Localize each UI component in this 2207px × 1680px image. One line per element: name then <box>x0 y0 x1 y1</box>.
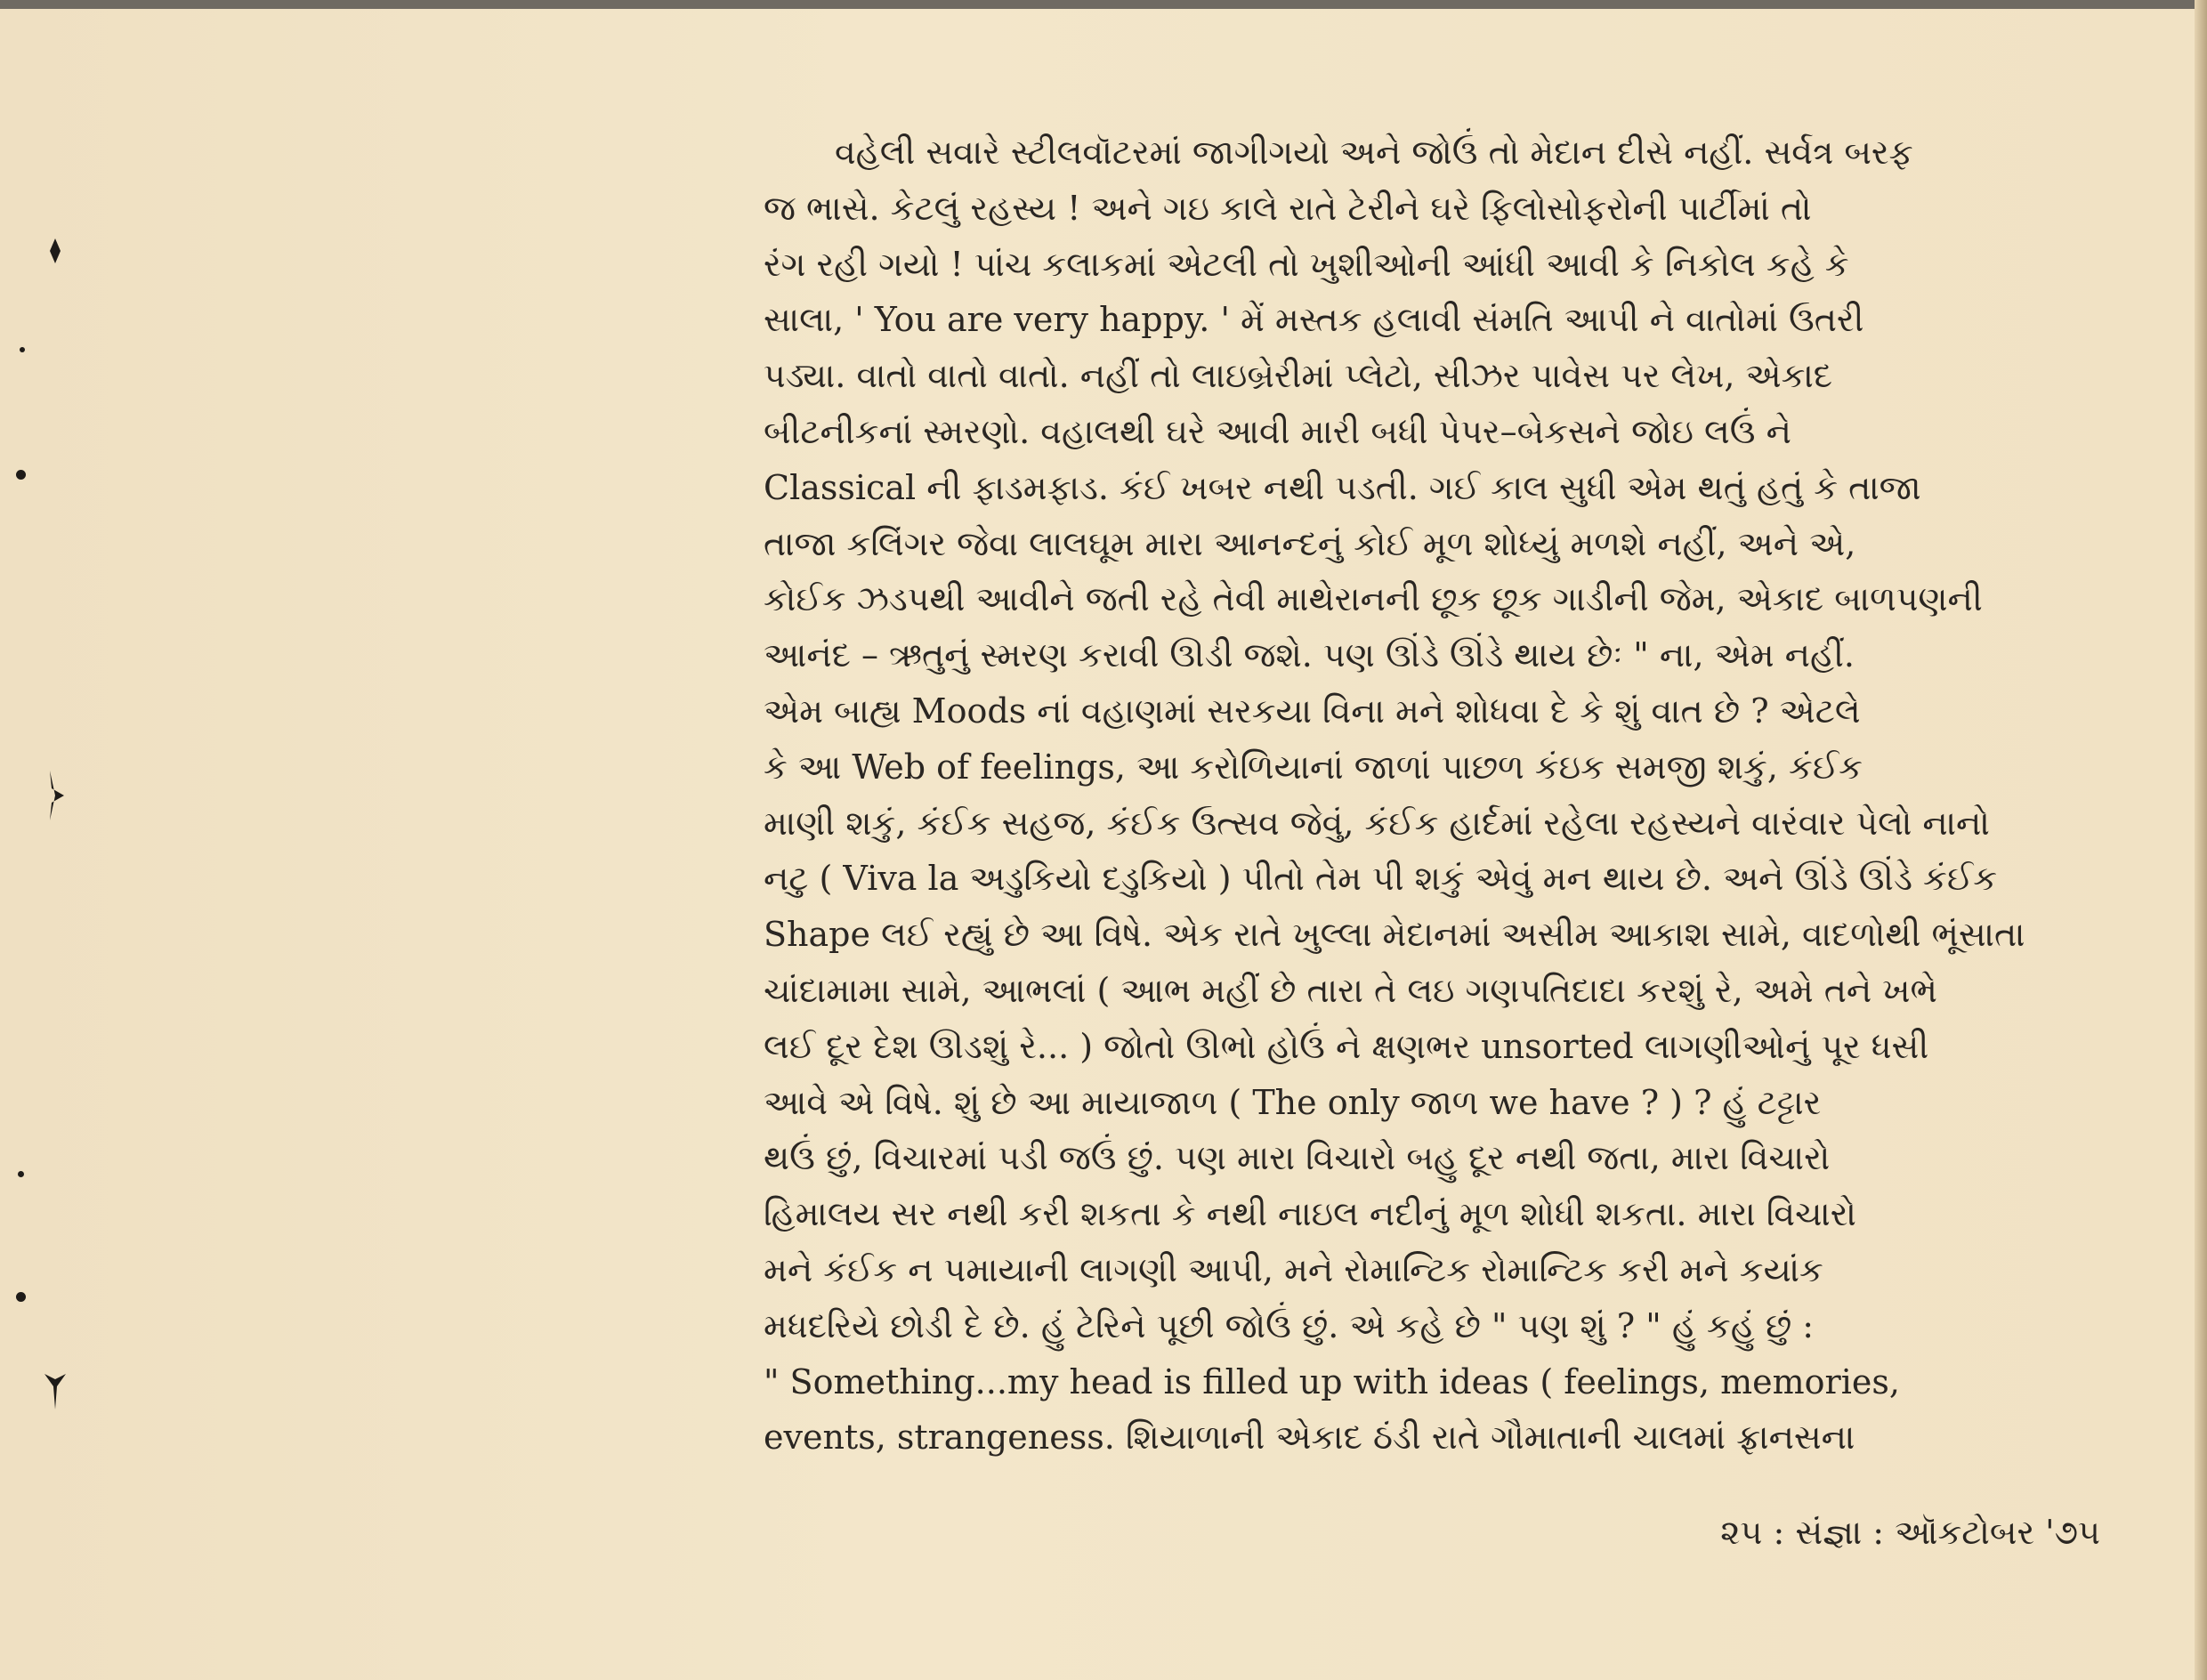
text-line: એમ બાહ્ય Moods નાં વહાણમાં સરકયા વિના મને શોધવા દે કે શું વાત છે ? એટલે <box>764 691 1861 731</box>
text-line: Classical ની ફાડમફાડ. કંઈ ખબર નથી પડતી. ગઈ કાલ સુધી એમ થતું હતું કે તાજા <box>764 467 1921 507</box>
text-line: લઈ દૂર દેશ ઊડશું રે... ) જોતો ઊભો હોઉં ને ક્ષણભર unsorted લાગણીઓનું પૂર ધસી <box>764 1026 1929 1066</box>
text-line: પડ્યા. વાતો વાતો વાતો. નહીં તો લાઇબ્રેરીમાં પ્લેટો, સીઝર પાવેસ પર લેખ, એકાદ <box>764 356 1833 396</box>
text-line: events, strangeness. શિયાળાની એકાદ ઠંડી રાતે ગૌમાતાની ચાલમાં ફ્રાનસના <box>764 1418 1855 1458</box>
left-margin-dot <box>16 470 26 480</box>
text-line: તાજા કલિંગર જેવા લાલઘૂમ મારા આનન્દનું કોઈ મૂળ શોધ્યું મળશે નહીં, અને એ, <box>764 523 1856 563</box>
text-line: માણી શકું, કંઈક સહજ, કંઈક ઉત્સવ જેવું, કંઈક હાર્દમાં રહેલા રહસ્યને વારંવાર પેલો નાનો <box>764 803 1990 843</box>
text-line: સાલા, ' You are very happy. ' મેં મસ્તક હલાવી સંમતિ આપી ને વાતોમાં ઉતરી <box>764 300 1864 340</box>
page-top-edge <box>0 0 2207 9</box>
text-line: હિમાલય સર નથી કરી શકતા કે નથી નાઇલ નદીનું મૂળ શોધી શકતા. મારા વિચારો <box>764 1194 1856 1234</box>
body-paragraph <box>764 125 2070 1466</box>
text-line: નટુ ( Viva la અડુકિયો દડુકિયો ) પીતો તેમ પી શકું એવું મન થાય છે. અને ઊંડે ઊંડે કંઈક <box>764 859 1998 899</box>
text-line: જ ભાસે. કેટલું રહસ્ય ! અને ગઇ કાલે રાતે ટેરીને ઘરે ફિલોસોફરોની પાર્ટીમાં તો <box>764 188 1812 228</box>
text-line: રંગ રહી ગયો ! પાંચ કલાકમાં એટલી તો ખુશીઓની આંધી આવી કે નિકોલ કહે કે <box>764 244 1849 284</box>
text-line: મને કંઈક ન પમાયાની લાગણી આપી, મને રોમાન્ટિક રોમાન્ટિક કરી મને કયાંક <box>764 1249 1823 1289</box>
left-margin-dot <box>20 347 25 352</box>
text-line: " Something...my head is filled up with ideas ( feelings, memories, <box>764 1361 1900 1401</box>
text-line: થઉં છું, વિચારમાં પડી જઉં છું. પણ મારા વિચારો બહુ દૂર નથી જતા, મારા વિચારો <box>764 1138 1831 1178</box>
left-margin-dot <box>16 1292 26 1302</box>
left-margin-mark <box>46 771 66 820</box>
left-margin-dot <box>18 1171 24 1177</box>
text-line: Shape લઈ રહ્યું છે આ વિષે. એક રાતે ખુલ્લા મેદાનમાં અસીમ આકાશ સામે, વાદળોથી ભૂંસાતા <box>764 915 2025 955</box>
page-footer: ૨૫ : સંજ્ઞા : ઑકટોબર '૭૫ <box>1720 1513 2100 1552</box>
text-line: બીટનીકનાં સ્મરણો. વહાલથી ઘરે આવી મારી બધી પેપર–બેકસને જોઇ લઉં ને <box>764 411 1791 451</box>
text-line: આવે એ વિષે. શું છે આ માયાજાળ ( The only જાળ we have ? ) ? હું ટટ્ટાર <box>764 1082 1822 1122</box>
text-line: ચાંદામામા સામે, આભલાં ( આભ મહીં છે તારા તે લઇ ગણપતિદાદા કરશું રે, અમે તને ખભે <box>764 970 1937 1010</box>
text-line: વહેલી સવારે સ્ટીલવૉટરમાં જાગીગયો અને જોઉં તો મેદાન દીસે નહીં. સર્વત્ર બરફ <box>835 133 1913 172</box>
text-line: આનંદ – ઋતુનું સ્મરણ કરાવી ઊડી જશે. પણ ઊંડે ઊંડે થાય છેઃ " ના, એમ નહીં. <box>764 635 1855 675</box>
text-line: મધદરિયે છોડી દે છે. હું ટેરિને પૂછી જોઉં છું. એ કહે છે " પણ શું ? " હું કહું છું : <box>764 1305 1815 1345</box>
left-margin-mark <box>44 1369 66 1409</box>
left-margin-mark <box>46 238 64 263</box>
text-line: કે આ Web of feelings, આ કરોળિયાનાં જાળાં પાછળ કંઇક સમજી શકું, કંઈક <box>764 747 1863 787</box>
text-line: કોઈક ઝડપથી આવીને જતી રહે તેવી માથેરાનની છૂક છૂક ગાડીની જેમ, એકાદ બાળપણની <box>764 579 1983 619</box>
page-right-edge <box>2195 0 2207 1680</box>
